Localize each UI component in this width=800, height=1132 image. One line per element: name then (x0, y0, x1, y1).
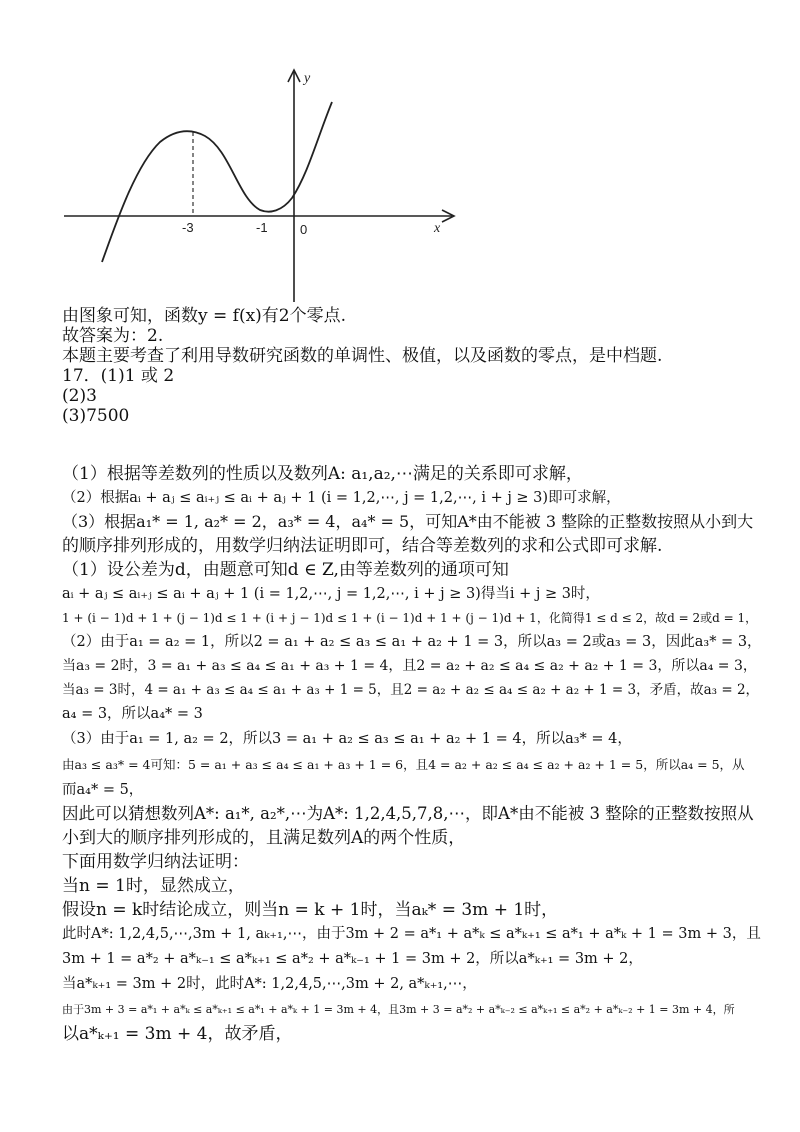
function-curve (102, 102, 332, 262)
text-line: 此时A*: 1,2,4,5,⋯,3m + 1, aₖ₊₁,⋯，由于3m + 2 = a*₁ + a*ₖ ≤ a*ₖ₊₁ ≤ a*₁ + a*ₖ + 1 = 3m + 3，且 (62, 926, 761, 942)
text-line: 当a*ₖ₊₁ = 3m + 2时，此时A*: 1,2,4,5,⋯,3m + 2, a*ₖ₊₁,⋯， (62, 976, 477, 992)
text-line: （2）根据aᵢ + aⱼ ≤ aᵢ₊ⱼ ≤ aᵢ + aⱼ + 1 (i = 1,2,⋯, j = 1,2,⋯, i + j ≥ 3)即可求解， (62, 490, 621, 506)
text-line: 1 + (i − 1)d + 1 + (j − 1)d ≤ 1 + (i + j − 1)d ≤ 1 + (i − 1)d + 1 + (j − 1)d + 1，化简得1 ≤ d ≤ 2，故d = 2或d = 1， (62, 611, 758, 625)
text-line: 3m + 1 = a*₂ + a*ₖ₋₁ ≤ a*ₖ₊₁ ≤ a*₂ + a*ₖ₋₁ + 1 = 3m + 2，所以a*ₖ₊₁ = 3m + 2， (62, 951, 643, 967)
text-line: 当a₃ = 3时，4 = a₁ + a₃ ≤ a₄ ≤ a₁ + a₃ + 1 = 5，且2 = a₂ + a₂ ≤ a₄ ≤ a₂ + a₂ + 1 = 3，矛盾，故a₃ = 2， (62, 682, 760, 698)
text-line: 由图象可知，函数y = f(x)有2个零点. (62, 306, 347, 326)
text-line: (2)3 (62, 386, 97, 406)
tick-label-neg3: -3 (182, 220, 194, 235)
text-line: （3）根据a₁* = 1, a₂* = 2，a₃* = 4，a₄* = 5，可知A*由不能被 3 整除的正整数按照从小到大 (62, 512, 754, 531)
text-line: 当a₃ = 2时，3 = a₁ + a₃ ≤ a₄ ≤ a₁ + a₃ + 1 = 4，且2 = a₂ + a₂ ≤ a₄ ≤ a₂ + a₂ + 1 = 3，所以a₄ = 3， (62, 658, 757, 674)
text-line: 而a₄* = 5， (62, 782, 144, 798)
tick-label-0: 0 (300, 222, 308, 237)
text-line: 小到大的顺序排列形成的，且满足数列A的两个性质， (62, 828, 466, 848)
text-line: （3）由于a₁ = 1, a₂ = 2，所以3 = a₁ + a₂ ≤ a₃ ≤ a₁ + a₂ + 1 = 4，所以a₃* = 4， (62, 731, 632, 747)
text-line: aᵢ + aⱼ ≤ aᵢ₊ⱼ ≤ aᵢ + aⱼ + 1 (i = 1,2,⋯, j = 1,2,⋯, i + j ≥ 3)得当i + j ≥ 3时， (62, 586, 600, 602)
y-axis-label: y (304, 71, 311, 86)
text-line: 的顺序排列形成的，用数学归纳法证明即可，结合等差数列的求和公式即可求解. (62, 536, 663, 556)
text-line: 本题主要考查了利用导数研究函数的单调性、极值，以及函数的零点，是中档题. (62, 346, 663, 366)
text-line: 由于3m + 3 = a*₁ + a*ₖ ≤ a*ₖ₊₁ ≤ a*₁ + a*ₖ + 1 = 3m + 4，且3m + 3 = a*₂ + a*ₖ₋₂ ≤ a*ₖ₊₁ ≤ a*₂ + a*ₖ₋₂ + 1 = 3m + 4，所 (62, 1003, 735, 1016)
text-line: （1）设公差为d，由题意可知d ∈ Z,由等差数列的通项可知 (62, 560, 509, 580)
text-line: a₄ = 3，所以a₄* = 3 (62, 706, 203, 722)
text-line: 故答案为：2. (62, 326, 164, 346)
text-line: 假设n = k时结论成立，则当n = k + 1时，当aₖ* = 3m + 1时， (62, 900, 559, 920)
x-axis-label: x (434, 221, 441, 236)
text-line: 下面用数学归纳法证明： (62, 852, 249, 872)
text-line: 由a₃ ≤ a₃* = 4可知：5 = a₁ + a₃ ≤ a₄ ≤ a₁ + a₃ + 1 = 6，且4 = a₂ + a₂ ≤ a₄ ≤ a₂ + a₂ + 1 = 5，所以a₄ = 5，从 (62, 757, 745, 772)
text-line: 17．(1)1 或 2 (62, 366, 175, 386)
text-line: 当n = 1时，显然成立， (62, 876, 245, 896)
text-line: 以a*ₖ₊₁ = 3m + 4，故矛盾， (62, 1024, 293, 1044)
answer-block (62, 306, 752, 426)
text-line: (3)7500 (62, 406, 130, 426)
text-line: （2）由于a₁ = a₂ = 1，所以2 = a₁ + a₂ ≤ a₃ ≤ a₁ + a₂ + 1 = 3，所以a₃ = 2或a₃ = 3，因此a₃* = 3， (62, 634, 762, 650)
text-line: 因此可以猜想数列A*: a₁*, a₂*,⋯为A*: 1,2,4,5,7,8,⋯，即A*由不能被 3 整除的正整数按照从 (62, 804, 754, 823)
tick-label-neg1: -1 (256, 220, 268, 235)
text-line: （1）根据等差数列的性质以及数列A: a₁,a₂,⋯满足的关系即可求解， (62, 464, 583, 484)
function-graph (60, 66, 460, 306)
analysis-block (62, 462, 762, 1046)
